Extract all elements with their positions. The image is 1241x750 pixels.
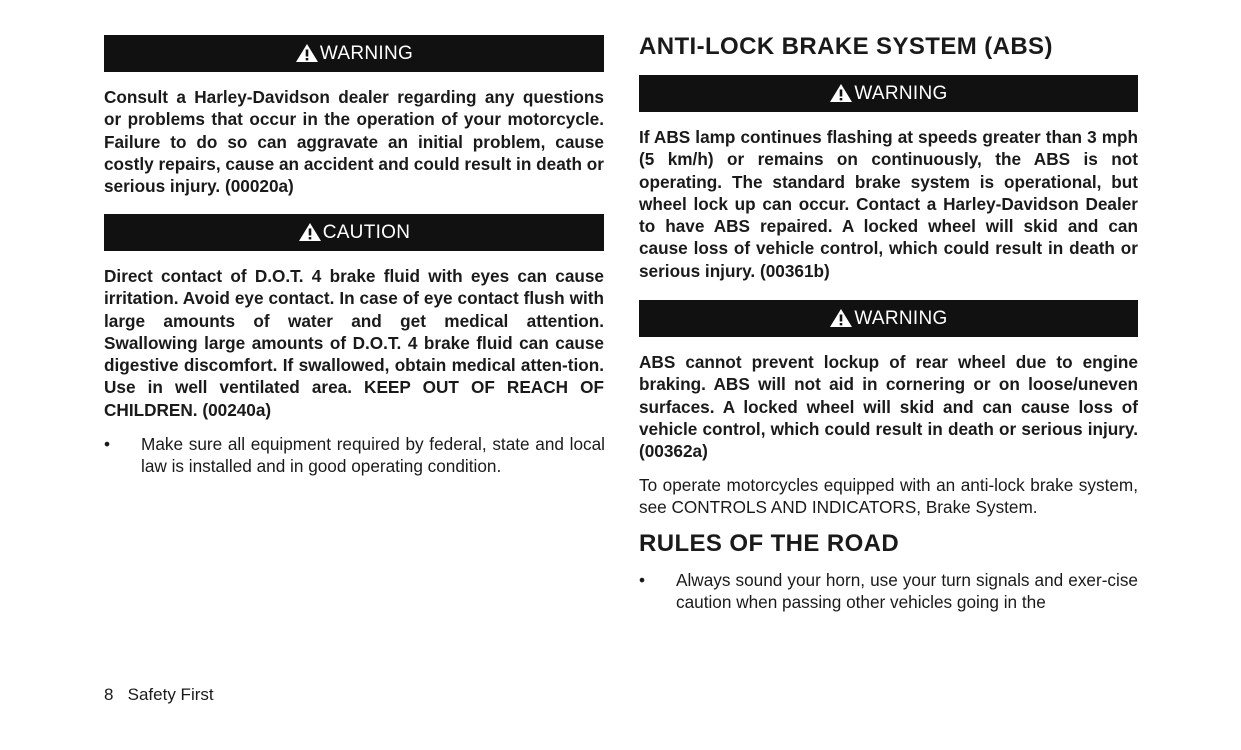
list-item bbox=[639, 569, 1138, 614]
warning-banner-1 bbox=[639, 75, 1138, 112]
rules-heading: RULES OF THE ROAD bbox=[639, 530, 900, 557]
warning-banner-2 bbox=[639, 300, 1138, 337]
bullet-text: Always sound your horn, use your turn signals and exer-cise caution when passing other vehicles going in the bbox=[676, 570, 1138, 613]
page-number: 8 bbox=[104, 685, 114, 704]
warning-label: WARNING bbox=[319, 42, 414, 64]
warning-text: Consult a Harley-Davidson dealer regarding any questions or problems that occur in the operation of your motorcycle. Failure to do so can aggravate an initial problem, cause costly repairs, cause an accident and could result in death or serious injury. (00020a) bbox=[104, 87, 604, 197]
abs-heading: ANTI-LOCK BRAKE SYSTEM (ABS) bbox=[639, 33, 1053, 60]
bullet-mark: • bbox=[104, 434, 111, 454]
warning-triangle-icon bbox=[295, 43, 319, 63]
abs-warning-text: If ABS lamp continues flashing at speeds greater than 3 mph (5 km/h) or remains on continuously, the ABS is not operating. The standard brake system is operational, but wheel lock up can occur. Contact a Harley-Davidson Dealer to have ABS repaired. A locked wheel will skid and can cause loss of vehicle control, which could result in death or serious injury. (00361b) bbox=[639, 127, 1138, 281]
section-name: Safety First bbox=[127, 685, 214, 704]
page-footer bbox=[104, 685, 214, 705]
warning-triangle-icon bbox=[829, 83, 853, 103]
warning-label: WARNING bbox=[854, 82, 948, 104]
bullet-text: Make sure all equipment required by federal, state and local law is installed and in good operating condition. bbox=[141, 434, 605, 477]
abs-note: To operate motorcycles equipped with an anti-lock brake system, see CONTROLS AND INDICATORS, Brake System. bbox=[639, 475, 1138, 518]
list-item bbox=[104, 433, 605, 478]
warning-triangle-icon bbox=[829, 308, 853, 328]
caution-banner bbox=[104, 214, 604, 251]
caution-triangle-icon bbox=[298, 222, 322, 242]
abs-lockup-warning-text: ABS cannot prevent lockup of rear wheel due to engine braking. ABS will not aid in cornering or on loose/uneven surfaces. A locked wheel will skid and can cause loss of vehicle control, which could result in death or serious injury. (00362a) bbox=[639, 352, 1138, 462]
warning-label: WARNING bbox=[854, 307, 948, 329]
warning-banner bbox=[104, 35, 604, 72]
bullet-mark: • bbox=[639, 570, 646, 590]
caution-label: CAUTION bbox=[322, 221, 411, 243]
caution-text: Direct contact of D.O.T. 4 brake fluid with eyes can cause irritation. Avoid eye contact. In case of eye contact flush with large amounts of water and get medical attention. Swallowing large amounts of D.O.T. 4 brake fluid can cause digestive discomfort. If swallowed, obtain medical atten-tion. Use in well ventilated area. KEEP OUT OF REACH OF CHILDREN. (00240a) bbox=[104, 266, 604, 420]
